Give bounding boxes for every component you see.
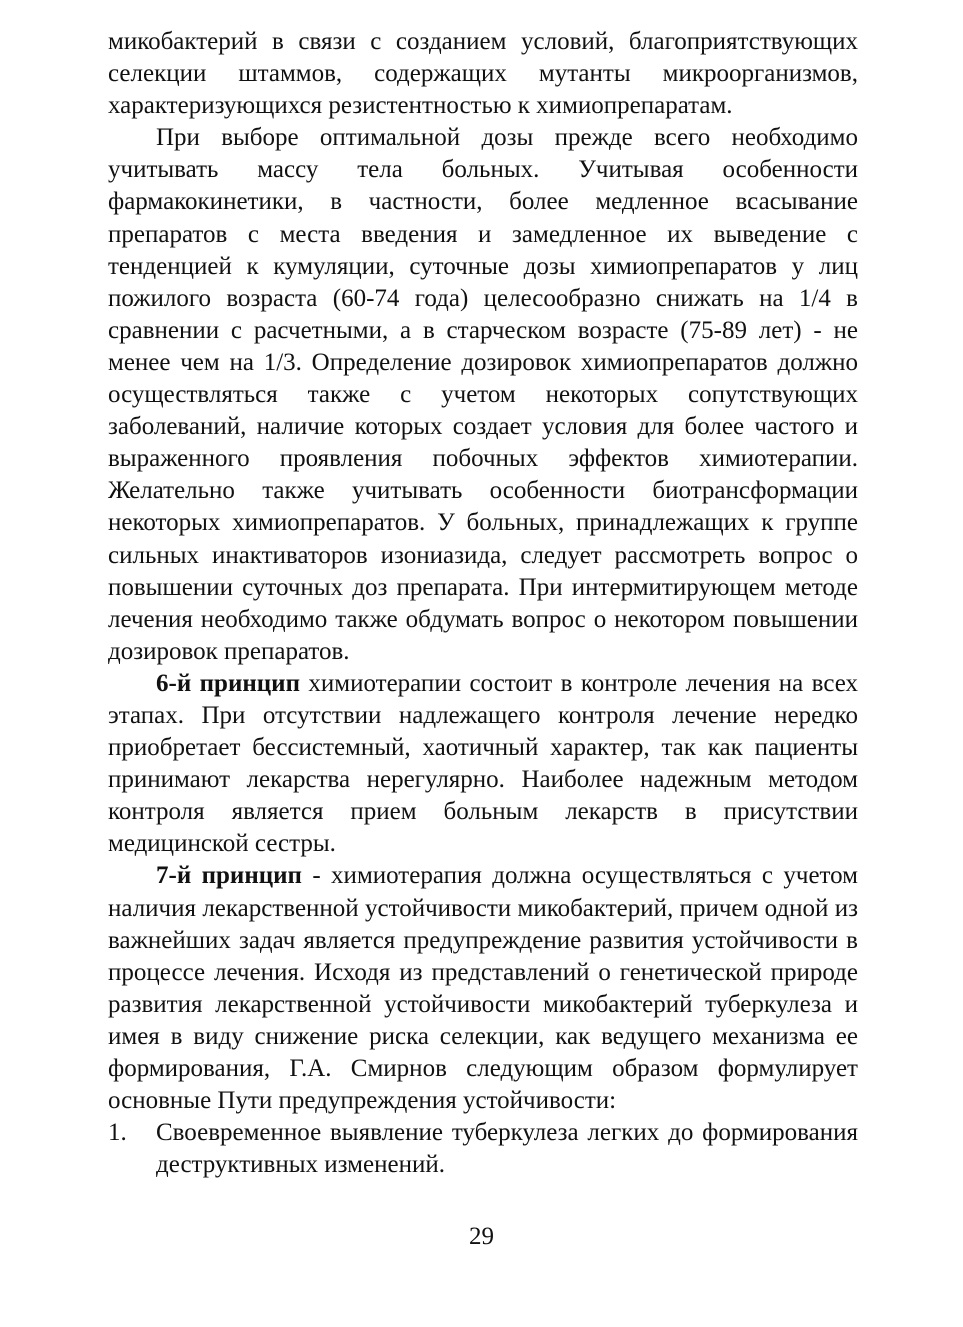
list-item: [108, 1117, 858, 1181]
list-item-text: Своевременное выявление туберкулеза легких до формирования деструктивных изменений.: [156, 1119, 858, 1179]
paragraph-continuation: микобактерий в связи с созданием условий, благоприятствующих селекции штаммов, содержащих мутанты микроорганизмов, характеризующихся резистентностью к химиопрепаратам.: [108, 28, 858, 120]
list-item-number: 1.: [108, 1119, 127, 1147]
paragraph-dose-selection: При выборе оптимальной дозы прежде всего необходимо учитывать массу тела больных. Учитывая особенности фармакокинетики, в частности, более медленное всасывание препаратов с места введения и замедленное их выведение с тенденцией к кумуляции, суточные дозы химиопрепаратов у лиц пожилого возраста (60-74 года) целесообразно снижать на 1/4 в сравнении с расчетными, а в старческом возрасте (75-89 лет) - не менее чем на 1/3. Определение дозировок химиопрепаратов должно осуществляться также с учетом некоторых сопутствующих заболеваний, наличие которых создает условия для более частого и выраженного проявления побочных эффектов химиотерапии. Желательно также учитывать особенности биотрансформации некоторых химиопрепаратов. У больных, принадлежащих к группе сильных инактиваторов изониазида, следует рассмотреть вопрос о повышении суточных доз препарата. При интермитирующем методе лечения необходимо также обдумать вопрос о некотором повышении дозировок препаратов.: [108, 124, 858, 665]
principle-6-text: химиотерапии состоит в контроле лечения на всех этапах. При отсутствии надлежащего контроля лечение нередко приобретает бессистемный, хаотичный характер, так как пациенты принимают лекарства нерегулярно. Наиболее надежным методом контроля является прием больным лекарств в присутствии медицинской сестры.: [108, 669, 858, 858]
paragraph-principle-6: [108, 668, 858, 861]
principle-7-heading: 7-й принцип: [156, 862, 302, 890]
paragraph-principle-7: [108, 860, 858, 1117]
page-number: 29: [469, 1223, 494, 1250]
principle-7-text: - химиотерапия должна осуществляться с учетом наличия лекарственной устойчивости микобактерий, причем одной из важнейших задач является предупреждение развития устойчивости в процессе лечения. Исходя из представлений о генетической природе развития лекарственной устойчивости микобактерий туберкулеза и имея в виду снижение риска селекции, как ведущего механизма ее формирования, Г.А. Смирнов следующим образом формулирует основные Пути предупреждения устойчивости:: [108, 862, 858, 1115]
body-text: [108, 26, 858, 1181]
principle-6-heading: 6-й принцип: [156, 669, 300, 697]
